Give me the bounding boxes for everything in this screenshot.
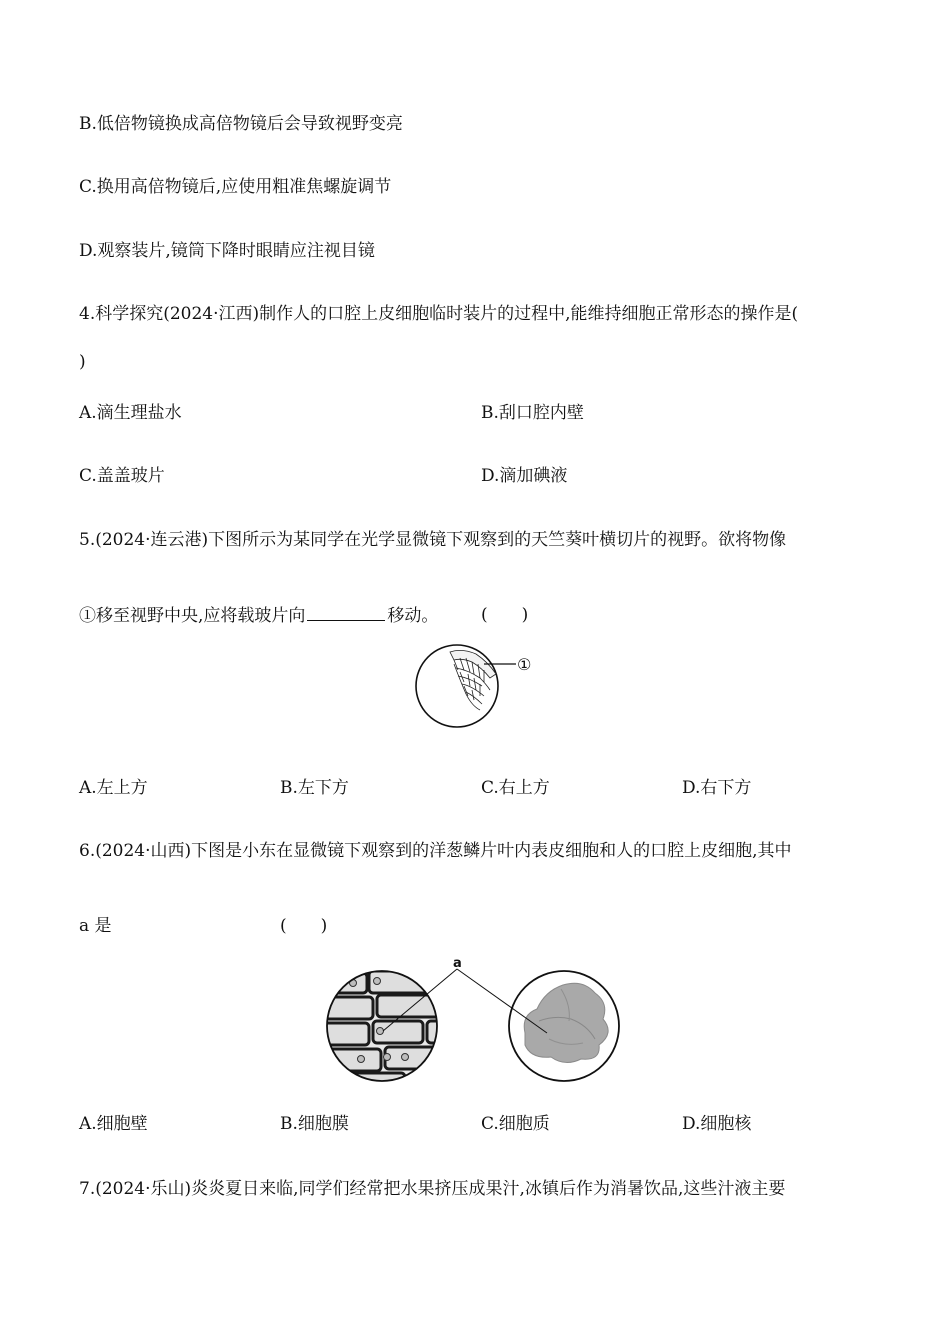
q5-option-a: A.左上方	[79, 778, 148, 798]
q5-option-b: B.左下方	[280, 778, 349, 798]
q4-stem-line2: )	[79, 352, 86, 372]
q6-option-a: A.细胞壁	[79, 1114, 148, 1134]
q5-stem-text-a: ①移至视野中央,应将载玻片向	[79, 606, 306, 626]
q5-option-d: D.右下方	[682, 778, 752, 798]
q6-answer-parens: ( )	[280, 916, 328, 936]
q5-answer-blank	[307, 604, 385, 621]
q5-microscope-figure	[410, 644, 550, 736]
q4-option-a: A.滴生理盐水	[79, 403, 182, 423]
q6-option-b: B.细胞膜	[280, 1114, 349, 1134]
q4-stem-line1: 4.科学探究(2024·江西)制作人的口腔上皮细胞临时装片的过程中,能维持细胞正常形态的操作是(	[79, 304, 799, 324]
q6-option-d: D.细胞核	[682, 1114, 752, 1134]
q4-option-b: B.刮口腔内壁	[481, 403, 584, 423]
q7-stem-line1: 7.(2024·乐山)炎炎夏日来临,同学们经常把水果挤压成果汁,冰镇后作为消暑饮品,这些汁液主要	[79, 1179, 786, 1199]
q5-option-c: C.右上方	[481, 778, 550, 798]
q6-figure-label: a	[453, 956, 462, 971]
q5-answer-parens: ( )	[481, 605, 529, 625]
q5-stem-line1: 5.(2024·连云港)下图所示为某同学在光学显微镜下观察到的天竺葵叶横切片的视野。欲将物像	[79, 530, 787, 550]
q5-stem-text-b: 移动。	[387, 606, 439, 626]
q3-option-c: C.换用高倍物镜后,应使用粗准焦螺旋调节	[79, 177, 392, 197]
q3-option-d: D.观察装片,镜筒下降时眼睛应注视目镜	[79, 241, 375, 261]
q6-option-c: C.细胞质	[481, 1114, 550, 1134]
q5-figure-label: ①	[517, 655, 532, 674]
q6-stem-line1: 6.(2024·山西)下图是小东在显微镜下观察到的洋葱鳞片叶内表皮细胞和人的口腔上皮细胞,其中	[79, 841, 792, 861]
q5-stem-line2	[79, 604, 438, 627]
q6-stem-line2: a 是	[79, 916, 112, 936]
q3-option-b: B.低倍物镜换成高倍物镜后会导致视野变亮	[79, 114, 403, 134]
q6-cell-figure	[325, 955, 625, 1085]
q4-option-d: D.滴加碘液	[481, 466, 568, 486]
q4-option-c: C.盖盖玻片	[79, 466, 165, 486]
